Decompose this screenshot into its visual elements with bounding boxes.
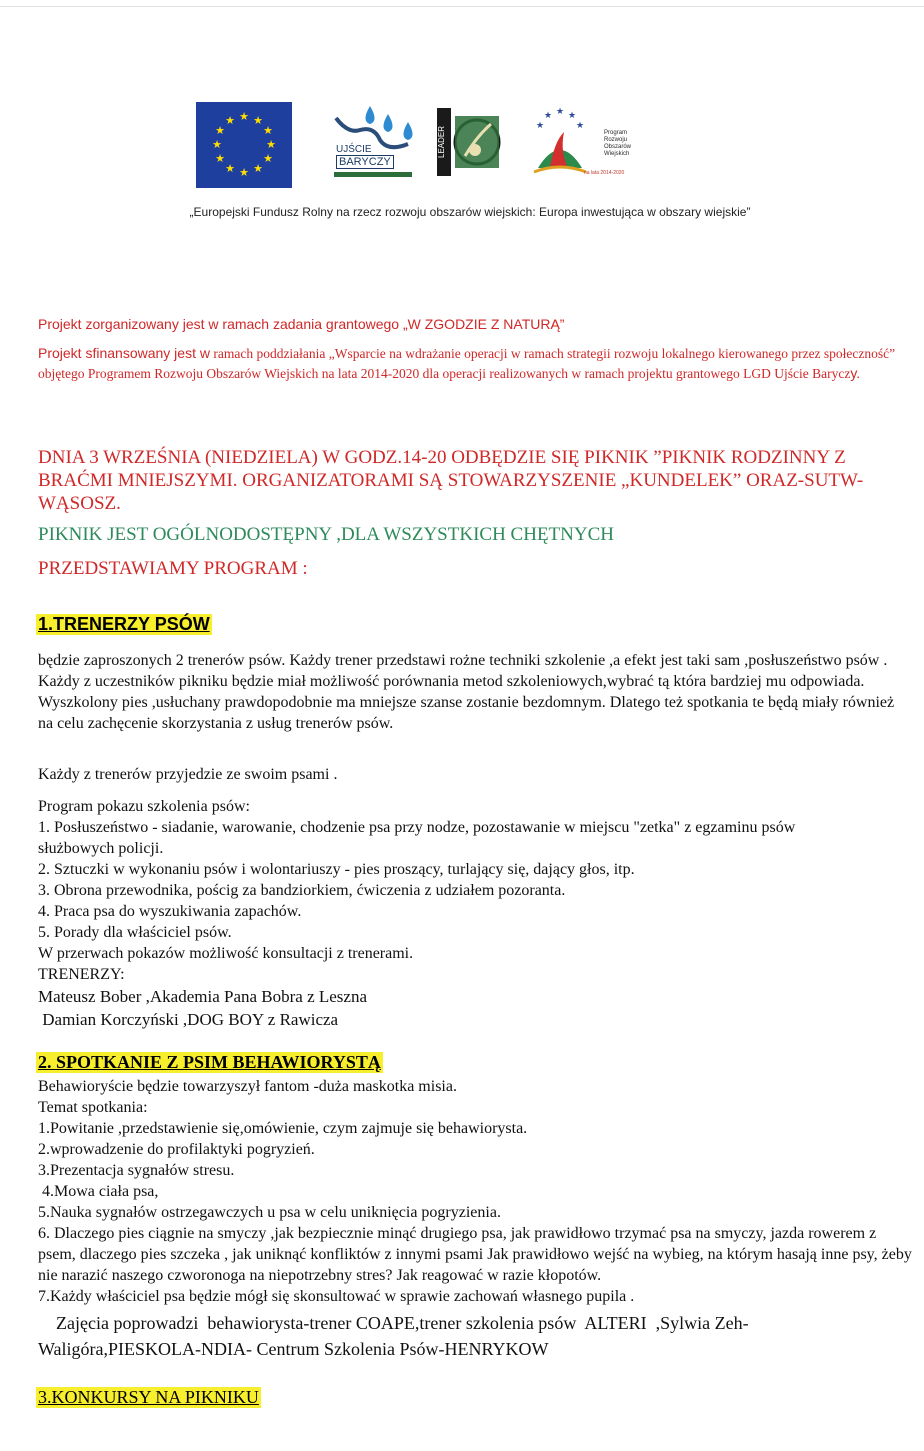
program-intro: PRZEDSTAWIAMY PROGRAM : xyxy=(38,558,308,579)
svg-text:★: ★ xyxy=(263,152,273,165)
each-trainer-text: Każdy z trenerów przyjedzie ze swoim psami . xyxy=(38,766,338,783)
svg-text:★: ★ xyxy=(215,152,225,165)
svg-text:★: ★ xyxy=(567,111,577,121)
trainers-paragraph: będzie zaproszonych 2 trenerów psów. Każdy trener przedstawi rożne techniki szkolenie ,a efekt jest taki sam ,posłuszeństwo psów . Każdy z uczestników pikniku będzie miał możliwość porównania metod szkoleniowych,wybrać tą która bardziej mu odpowiada. Wyszkolony pies ,usłuchany prawdopodobnie ma mniejsze szanse zostanie bezdomnym. Dlatego też spotkania te będą miały również na celu zachęcenie skorzystania z usług trenerów psów. xyxy=(38,652,895,732)
svg-text:★: ★ xyxy=(263,124,273,137)
trainer-name: Damian Korczyński ,DOG BOY z Rawicza xyxy=(38,1010,339,1029)
list-item: Temat spotkania: xyxy=(38,1099,148,1116)
project-funding-rest: ramach poddziałania „Wsparcie na wdrażanie operacji w ramach strategii rozwoju lokalnego kierowanego przez społeczność” objętego Programem Rozwoju Obszarów Wiejskich na lata 2014-2020 dla operacji realizowanych w ramach projektu grantowego LGD Ujście Barycz xyxy=(38,346,896,381)
list-item: 4.Mowa ciała psa, xyxy=(38,1183,159,1200)
training-program-list xyxy=(38,796,908,985)
behaviorist-topics xyxy=(38,1076,913,1307)
svg-text:★: ★ xyxy=(253,114,263,127)
svg-text:★: ★ xyxy=(215,124,225,137)
section-heading-behaviorist: 2. SPOTKANIE Z PSIM BEHAWIORYSTĄ xyxy=(38,1052,381,1072)
eu-flag-logo xyxy=(196,102,292,188)
top-divider xyxy=(0,6,924,7)
list-item: TRENERZY: xyxy=(38,966,125,983)
eu-stars-icon xyxy=(196,102,292,188)
list-item: 2. Sztuczki w wykonaniu psów i wolontariuszy - pies proszący, turlający się, dający głos, itp. xyxy=(38,861,635,878)
list-item: 7.Każdy właściciel psa będzie mógł się skonsultować w sprawie zachowań własnego pupila . xyxy=(38,1288,635,1305)
project-funding-paragraph xyxy=(38,344,908,384)
svg-text:★: ★ xyxy=(239,166,249,179)
prow-years-text: na lata 2014-2020 xyxy=(584,170,625,176)
svg-text:★: ★ xyxy=(225,162,235,175)
ujscie-baryczy-logo xyxy=(330,100,422,184)
section-heading-contests: 3.KONKURSY NA PIKNIKU xyxy=(38,1387,259,1407)
project-grant-text: Projekt zorganizowany jest w ramach zadania grantowego „W ZGODZIE Z NATURĄ” xyxy=(38,316,565,332)
svg-text:★: ★ xyxy=(535,121,545,131)
list-item: służbowych policji. xyxy=(38,840,164,857)
leader-logo xyxy=(435,106,503,178)
list-item: 1. Posłuszeństwo - siadanie, warowanie, chodzenie psa przy nodze, pozostawanie w miejscu "zetka" z egzaminu psów xyxy=(38,819,796,836)
classes-led-by: Zajęcia poprowadzi behawiorysta-trener COAPE,trener szkolenia psów ALTERI ,Sylwia Zeh-Waligóra,PIESKOLA-NDIA- Centrum Szkolenia Psów-HENRYKOW xyxy=(38,1313,749,1359)
trainer-names xyxy=(38,985,367,1031)
svg-text:★: ★ xyxy=(212,138,222,151)
project-grant-line xyxy=(38,316,564,332)
eu-fund-caption: „Europejski Fundusz Rolny na rzecz rozwoju obszarów wiejskich: Europa inwestująca w obszary wiejskie” xyxy=(189,205,751,219)
svg-text:★: ★ xyxy=(555,107,565,117)
list-item: 5.Nauka sygnałów ostrzegawczych u psa w celu uniknięcia pogryzienia. xyxy=(38,1204,501,1221)
section-heading-trainers: 1.TRENERZY PSÓW xyxy=(38,614,210,634)
program-title: Program pokazu szkolenia psów: xyxy=(38,798,250,815)
svg-text:★: ★ xyxy=(575,121,585,131)
list-item: 6. Dlaczego pies ciągnie na smyczy ,jak bezpiecznie minąć drugiego psa, jak prawidłowo trzymać psa na smyczy, jazda rowerem z psem, dlaczego pies szczeka , jak uniknąć konfliktów z innymi psami Jak prawidłowo wejść na wybieg, na którym hasają inne psy, żeby nie narazić naszego czworonoga na niepotrzebny stres? Jak reagować w razie kłopotów. xyxy=(38,1225,912,1284)
svg-text:★: ★ xyxy=(543,111,553,121)
open-to-all-text: PIKNIK JEST OGÓLNODOSTĘPNY ,DLA WSZYSTKICH CHĘTNYCH xyxy=(38,524,614,545)
picnic-announcement: DNIA 3 WRZEŚNIA (NIEDZIELA) W GODZ.14-20 ODBĘDZIE SIĘ PIKNIK ”PIKNIK RODZINNY Z BRAĆMI MNIEJSZYMI. ORGANIZATORAMI SĄ STOWARZYSZENIE „KUNDELEK” ORAZ-SUTW-WĄSOSZ. xyxy=(38,447,864,514)
list-item: 4. Praca psa do wyszukiwania zapachów. xyxy=(38,903,302,920)
svg-text:★: ★ xyxy=(225,114,235,127)
list-item: 3. Obrona przewodnika, pościg za bandziorkiem, ćwiczenia z udziałem pozoranta. xyxy=(38,882,566,899)
project-funding-lead: Projekt sfinansowany jest w xyxy=(38,345,210,361)
prow-program-text: Program Rozwoju Obszarów Wiejskich xyxy=(604,130,632,157)
project-funding-end: y. xyxy=(850,365,861,381)
list-item: 1.Powitanie ,przedstawienie się,omówienie, czym zajmuje się behawiorysta. xyxy=(38,1120,528,1137)
trainer-name: Mateusz Bober ,Akademia Pana Bobra z Leszna xyxy=(38,987,368,1006)
svg-text:★: ★ xyxy=(253,162,263,175)
baryczy-text: BARYCZY xyxy=(336,155,394,169)
list-item: W przerwach pokazów możliwość konsultacji z trenerami. xyxy=(38,945,414,962)
svg-text:★: ★ xyxy=(239,110,249,123)
svg-text:★: ★ xyxy=(266,138,276,151)
list-item: 3.Prezentacja sygnałów stresu. xyxy=(38,1162,235,1179)
leader-text: LEADER xyxy=(437,126,446,159)
prow-logo xyxy=(520,102,640,182)
list-item: Behawioryście będzie towarzyszył fantom -duża maskotka misia. xyxy=(38,1078,457,1095)
ujscie-text: UJŚCIE xyxy=(336,144,372,155)
list-item: 2.wprowadzenie do profilaktyki pogryzień. xyxy=(38,1141,315,1158)
list-item: 5. Porady dla właściciel psów. xyxy=(38,924,232,941)
